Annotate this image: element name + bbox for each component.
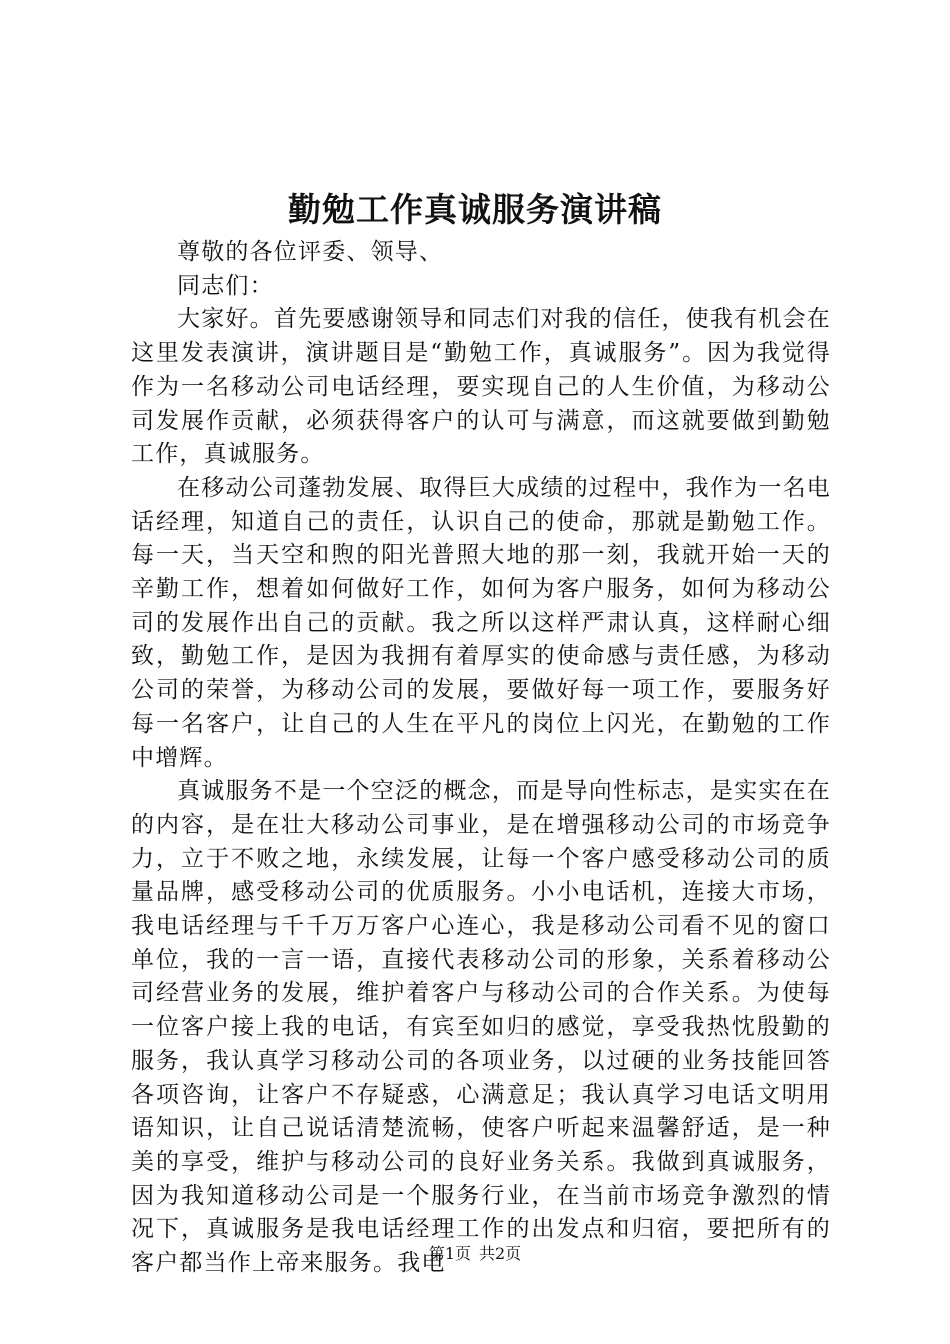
salutation-line-1: 尊敬的各位评委、领导、 <box>177 239 444 265</box>
paragraph-intro: 大家好。首先要感谢领导和同志们对我的信任，使我有机会在这里发表演讲，演讲题目是“勤勉工作，真诚服务”。因为我觉得作为一名移动公司电话经理，要实现自己的人生价值，为移动公司发展作贡献，必须获得客户的认可与满意，而这就要做到勤勉工作，真诚服务。 <box>131 306 831 468</box>
salutation-line-2: 同志们： <box>177 272 274 299</box>
page-total: 共2页 <box>479 1244 522 1263</box>
page-footer <box>0 1242 950 1266</box>
page-number: 第1页 <box>428 1244 471 1263</box>
document-title: 勤勉工作真诚服务演讲稿 <box>288 190 662 229</box>
paragraph-diligent-work: 在移动公司蓬勃发展、取得巨大成绩的过程中，我作为一名电话经理，知道自己的责任，认识自己的使命，那就是勤勉工作。每一天，当天空和煦的阳光普照大地的那一刻，我就开始一天的辛勤工作，想着如何做好工作，如何为客户服务，如何为移动公司的发展作出自己的贡献。我之所以这样严肃认真，这样耐心细致，勤勉工作，是因为我拥有着厚实的使命感与责任感，为移动公司的荣誉，为移动公司的发展，要做好每一项工作，要服务好每一名客户，让自己的人生在平凡的岗位上闪光，在勤勉的工作中增辉。 <box>131 474 831 771</box>
document-body <box>131 236 831 1281</box>
paragraph-sincere-service: 真诚服务不是一个空泛的概念，而是导向性标志，是实实在在的内容，是在壮大移动公司事业，是在增强移动公司的市场竞争力，立于不败之地，永续发展，让每一个客户感受移动公司的质量品牌，感受移动公司的优质服务。小小电话机，连接大市场，我电话经理与千千万万客户心连心，我是移动公司看不见的窗口单位，我的一言一语，直接代表移动公司的形象，关系着移动公司经营业务的发展，维护着客户与移动公司的合作关系。为使每一位客户接上我的电话，有宾至如归的感觉，享受我热忱殷勤的服务，我认真学习移动公司的各项业务，以过硬的业务技能回答各项咨询，让客户不存疑惑，心满意足；我认真学习电话文明用语知识，让自己说话清楚流畅，使客户听起来温馨舒适，是一种美的享受，维护与移动公司的良好业务关系。我做到真诚服务，因为我知道移动公司是一个服务行业，在当前市场竞争激烈的情况下，真诚服务是我电话经理工作的出发点和归宿，要把所有的客户都当作上帝来服务。我电 <box>131 778 831 1277</box>
